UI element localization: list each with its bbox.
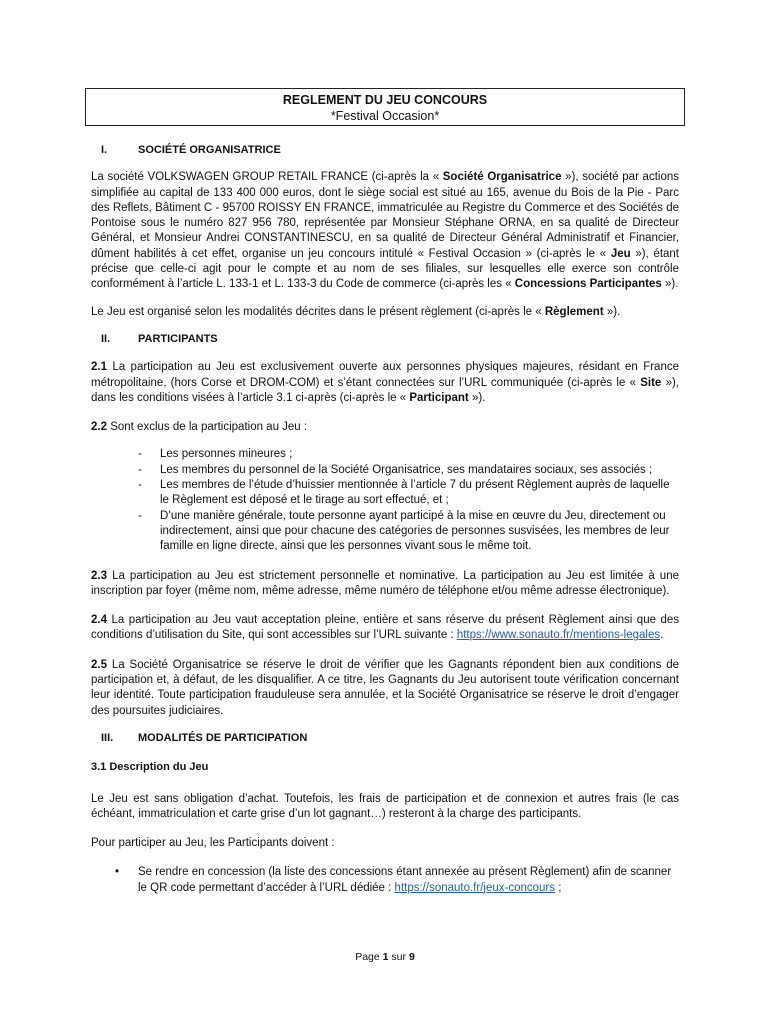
clause-number: 2.3 (91, 569, 107, 582)
section-number: I. (101, 144, 108, 156)
list-item-text (138, 865, 679, 896)
list-item (91, 865, 679, 896)
dash-marker: - (138, 463, 142, 476)
page-number: 1 (382, 951, 389, 963)
dash-marker: - (138, 509, 142, 522)
text-run-bold: Société Organisatrice (442, 171, 562, 184)
list-item (91, 447, 679, 462)
text-run: La participation au Jeu est strictement personnelle et nominative. La participation au Jeu est limitée à une inscription par foyer (même nom, même adresse, même numéro de téléphone et/ou même adresse électronique). (91, 569, 679, 597)
text-run: Sont exclus de la participation au Jeu : (107, 421, 308, 434)
text-run: La participation au Jeu vaut acceptation pleine, entière et sans réserve du présent Règlement ainsi que des conditions d’utilisation du Site, qui sont accessibles sur l’URL suivante : (91, 614, 679, 642)
text-run: La participation au Jeu est exclusivement ouverte aux personnes physiques majeures, résidant en France métropolitaine, (hors Corse et DROM-COM) et s’étant connectées sur l’URL communiquée (ci-après le « (91, 361, 679, 389)
text-run: La société VOLKSWAGEN GROUP RETAIL FRANCE (ci-après la « (91, 171, 443, 184)
clause-number: 2.4 (91, 614, 107, 627)
section-title: PARTICIPANTS (138, 332, 218, 345)
text-run: Se rendre en concession (la liste des concessions étant annexée au présent Règlement) afin de scanner le QR code permettant d’accéder à l’URL dédiée : (138, 866, 672, 894)
text-run: Le Jeu est organisé selon les modalités décrites dans le présent règlement (ci-après le « (91, 305, 545, 318)
paragraph-2-1 (91, 360, 679, 406)
mentions-legales-link[interactable]: https://www.sonauto.fr/mentions-legales (456, 629, 661, 642)
text-run: »), société par actions simplifiée au capital de 133 400 000 euros, dont le siège social est situé au 165, avenue du Bois de la Pie - Parc des Reflets, Bâtiment C - 95700 ROISSY EN FRANCE, immatriculée au Registre du Commerce et des Sociétés de Pontoise sous le numéro 827 956 780, représentée par Monsieur Stéphane ORNA, en sa qualité de Directeur Général, et Monsieur Andrei CONSTANTINESCU, en sa qualité de Directeur Général Administratif et Financier, dûment habilités à cet effet, organise un jeu concours intitulé « Festival Occasion » (ci-après le « (91, 171, 679, 260)
text-run-bold: Participant (409, 391, 469, 404)
text-run: »). (661, 278, 679, 291)
section-title: SOCIÉTÉ ORGANISATRICE (138, 144, 281, 156)
footer-text: Page (355, 951, 383, 963)
text-run: »), étant précise que celle-ci agit pour le compte et au nom de ses filiales, sur lesquelles elle exerce son contrôle conformément à l’article L. 133-1 et L. 133-3 du Code de commerce (ci-après les « (91, 247, 679, 291)
steps-list (91, 865, 679, 896)
text-run: »). (468, 391, 486, 404)
page-total: 9 (408, 951, 415, 963)
section-number: III. (101, 731, 114, 744)
list-item (91, 509, 679, 555)
section-heading-2 (91, 332, 679, 347)
clause-number: 2.5 (91, 658, 107, 671)
clause-number: 2.2 (91, 421, 107, 434)
text-run: Pour participer au Jeu, les Participants doivent : (91, 837, 335, 850)
paragraph-2-5 (91, 658, 679, 719)
dash-marker: - (138, 448, 142, 461)
paragraph-2-2 (91, 420, 679, 435)
section-heading-1 (91, 143, 679, 158)
section-number: II. (101, 332, 111, 345)
text-run-bold: Règlement (544, 305, 604, 318)
document-title: REGLEMENT DU JEU CONCOURS (282, 93, 488, 107)
clause-number: 2.1 (91, 361, 107, 374)
document-subtitle: *Festival Occasion* (330, 109, 440, 123)
text-run-bold: Concessions Participantes (514, 278, 662, 291)
footer-text: sur (388, 951, 409, 963)
text-run-bold: Site (640, 376, 662, 389)
text-run: »), dans les conditions visées à l’article 3.1 ci-après (ci-après le « (91, 376, 679, 404)
paragraph-3-intro (91, 836, 679, 851)
text-run: . (660, 629, 664, 642)
section-heading-3 (91, 731, 679, 746)
title-box (85, 88, 685, 126)
paragraph-2-3 (91, 569, 679, 600)
paragraph-3-1 (91, 792, 679, 823)
exclusions-list (91, 447, 679, 554)
text-run: Le Jeu est sans obligation d’achat. Toutefois, les frais de participation et de connexion et autres frais (le cas échéant, immatriculation et carte grise d’un lot gagnant…) resteront à la charge des participants. (91, 792, 679, 820)
list-item-text: Les personnes mineures ; (160, 448, 293, 461)
list-item-text: D’une manière générale, toute personne ayant participé à la mise en œuvre du Jeu, directement ou indirectement, ainsi que pour chacune des catégories de personnes susvisées, les membres de leur famille en ligne directe, ainsi que les personnes vivant sous le même toit. (160, 509, 670, 553)
dash-marker: - (138, 479, 142, 492)
list-item-text: Les membres de l’étude d’huissier mentionnée à l’article 7 du présent Règlement auprès de laquelle le Règlement est déposé et le tirage au sort effectué, et ; (160, 479, 670, 507)
paragraph-reglement (91, 305, 679, 320)
page-footer (0, 951, 770, 963)
paragraph-organizer (91, 170, 679, 292)
document-body (91, 143, 679, 896)
text-run: »). (603, 305, 621, 318)
list-item-text: Les membres du personnel de la Société Organisatrice, ses mandataires sociaux, ses associés ; (160, 463, 653, 476)
jeux-concours-link[interactable]: https://sonauto.fr/jeux-concours (394, 881, 555, 894)
text-run: ; (555, 881, 562, 894)
section-title: MODALITÉS DE PARTICIPATION (138, 731, 308, 744)
list-item (91, 478, 679, 509)
list-item (91, 463, 679, 478)
text-run-bold: Jeu (610, 247, 631, 260)
subsection-heading-3-1: 3.1 Description du Jeu (91, 761, 209, 774)
bullet-marker: • (115, 866, 120, 879)
paragraph-2-4 (91, 613, 679, 644)
text-run: La Société Organisatrice se réserve le droit de vérifier que les Gagnants répondent bien aux conditions de participation et, à défaut, de les disqualifier. A ce titre, les Gagnants du Jeu autorisent toute vérification concernant leur identité. Toute participation frauduleuse sera annulée, et la Société Organisatrice se réserve le droit d’engager des poursuites judiciaires. (91, 658, 679, 717)
